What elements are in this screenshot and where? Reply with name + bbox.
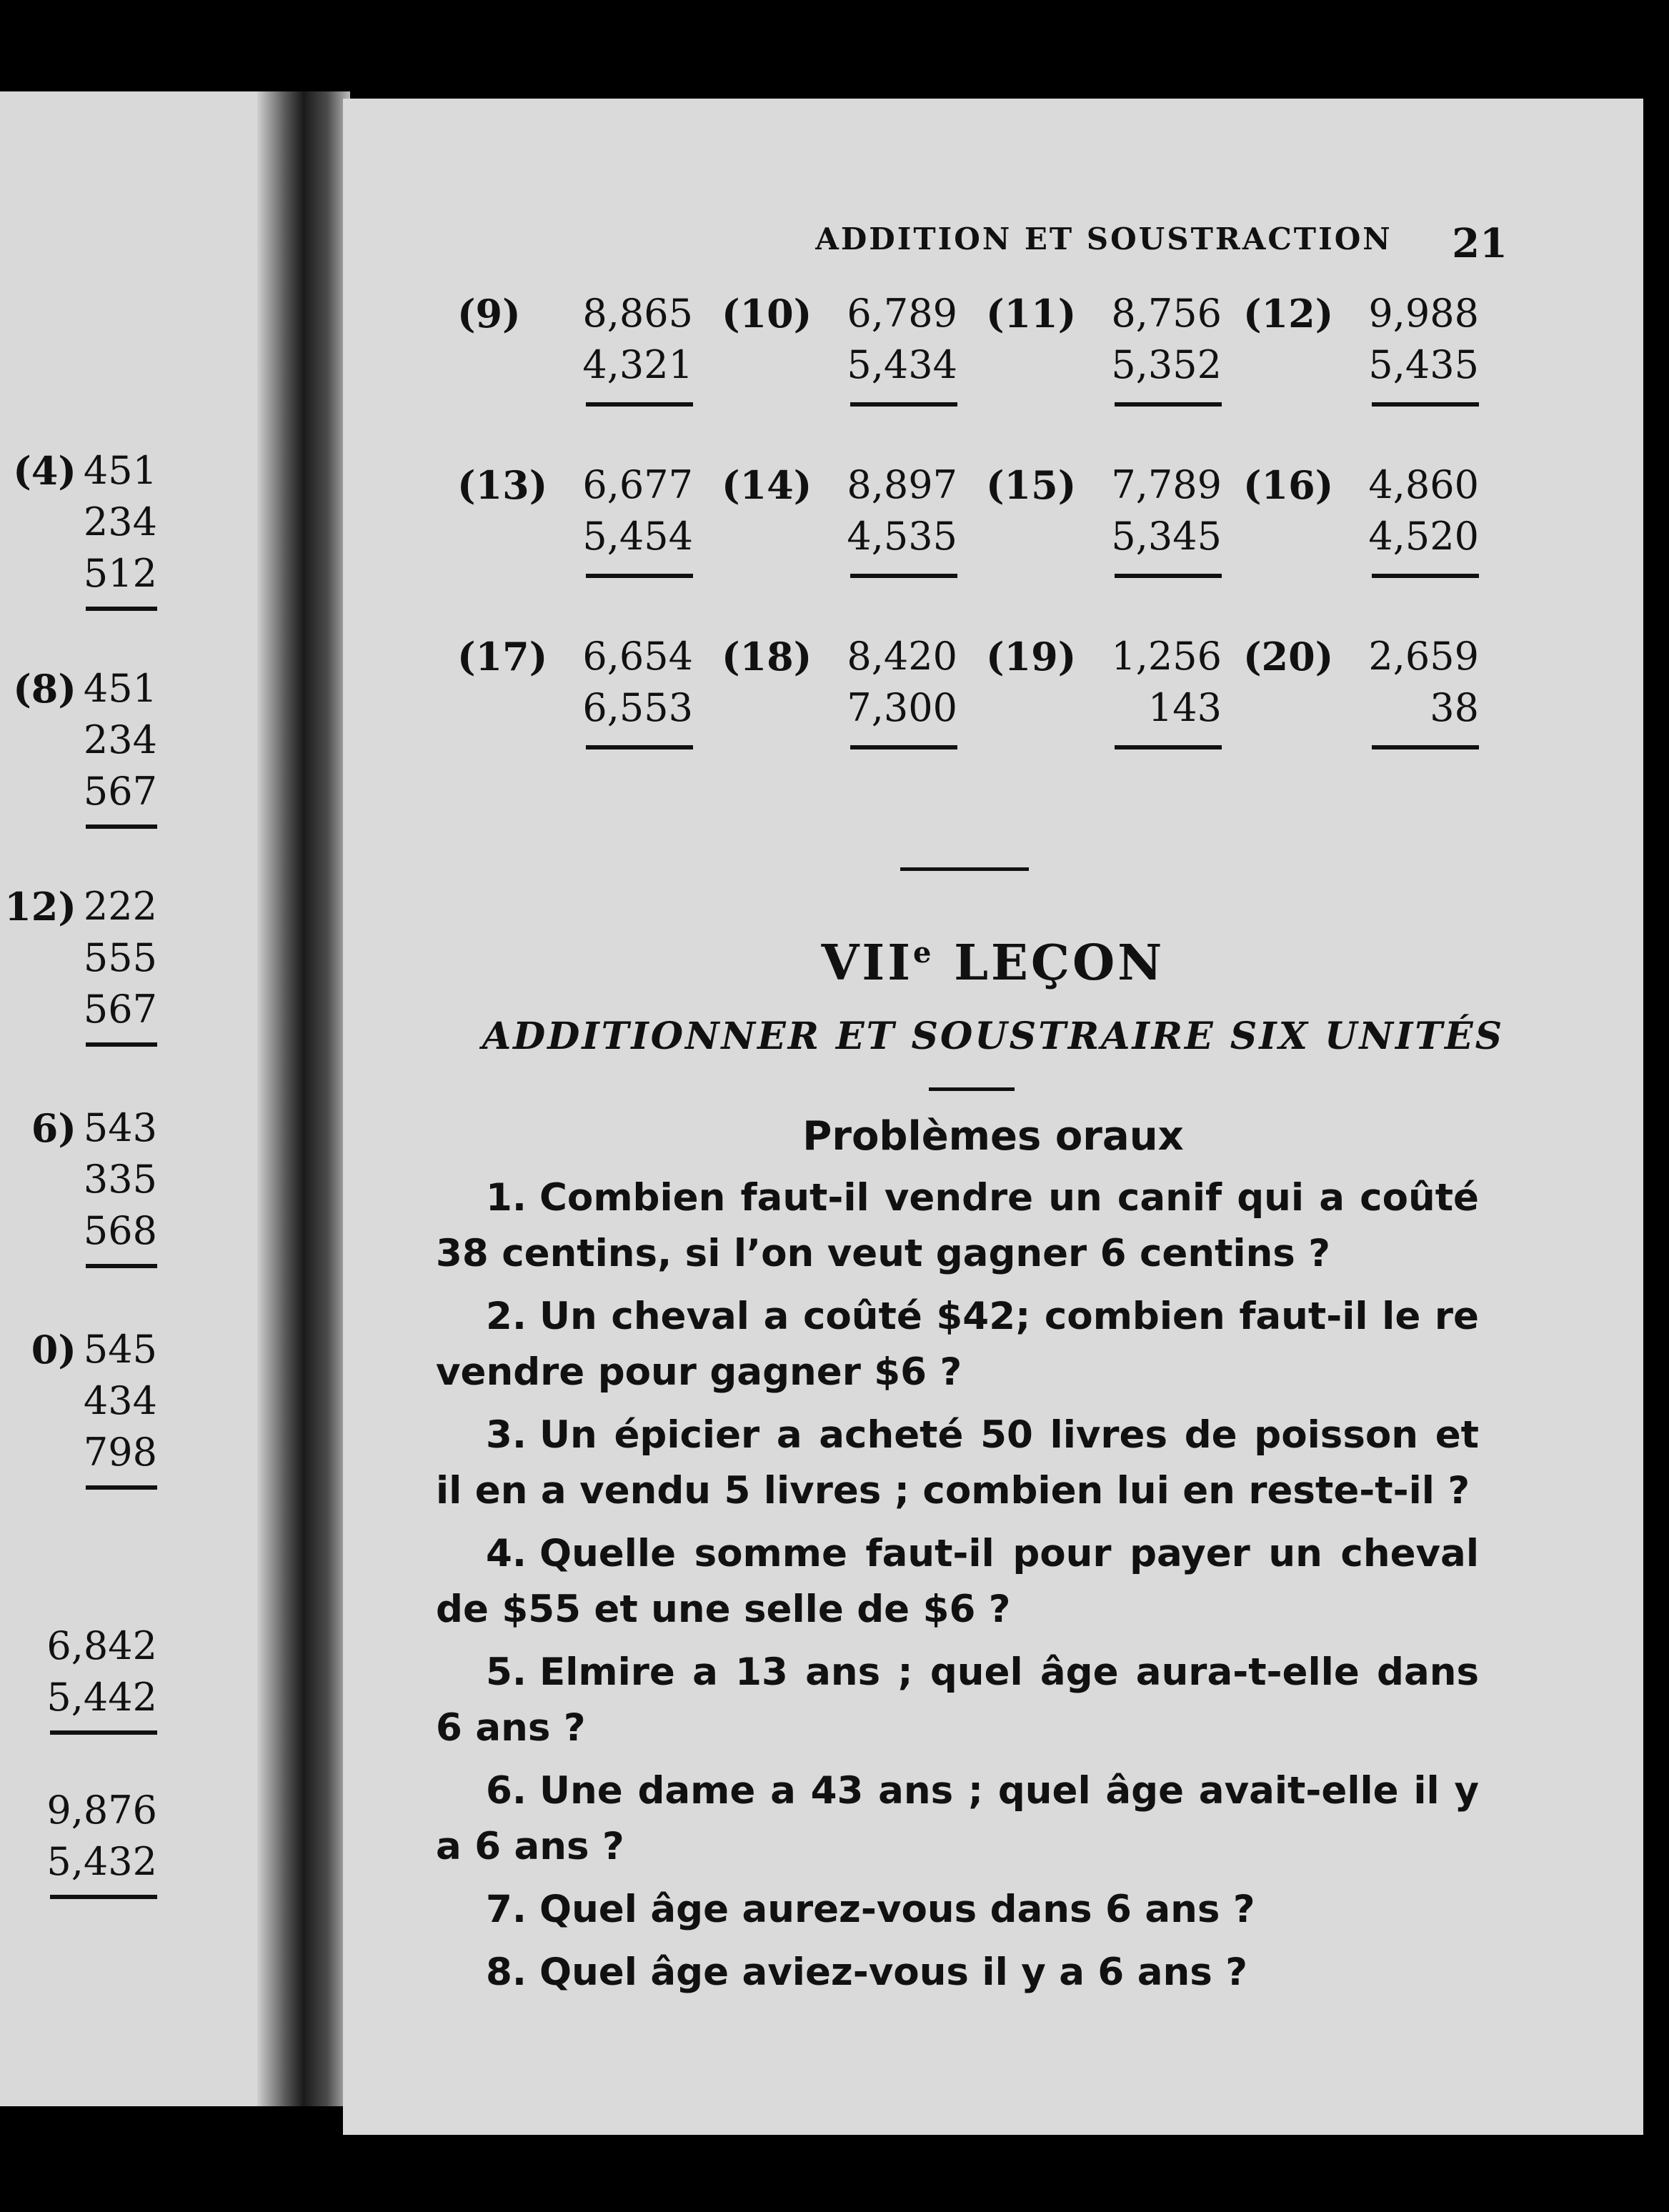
left-exercise-group	[46, 1785, 157, 1899]
number: 234	[83, 717, 157, 762]
number: 545	[83, 1327, 157, 1372]
exercise-label: (12)	[1243, 291, 1334, 337]
exercise	[986, 631, 1243, 774]
result-rule	[850, 574, 957, 578]
addend-top: 6,789	[847, 291, 957, 336]
number: 222	[83, 884, 157, 929]
problem-number: 7.	[486, 1888, 527, 1931]
problem-text: Un cheval a coûté $42; combien faut-il le re vendre pour gagner $6 ?	[436, 1295, 1479, 1394]
exercise	[1243, 459, 1500, 602]
addend-bottom: 7,300	[847, 685, 957, 730]
addend-top: 9,988	[1368, 291, 1479, 336]
exercise	[986, 459, 1243, 602]
number: 451	[83, 448, 157, 493]
problem-number: 5.	[486, 1650, 527, 1694]
number: 567	[83, 987, 157, 1032]
problem-number: 1.	[486, 1176, 527, 1220]
exercise	[1243, 631, 1500, 774]
problem-number: 2.	[486, 1295, 527, 1338]
exercise	[722, 288, 979, 431]
exercise-label: (16)	[1243, 462, 1334, 508]
problem	[436, 1408, 1479, 1519]
addend-bottom: 5,435	[1368, 342, 1479, 387]
left-exercise-group	[31, 1324, 157, 1490]
exercise-label: 6)	[31, 1105, 76, 1151]
addend-bottom: 143	[1147, 685, 1222, 730]
exercise-label: (17)	[457, 634, 548, 679]
lesson-number-suffix: e	[913, 936, 935, 970]
result-rule	[586, 402, 693, 407]
exercise-row	[457, 631, 1486, 802]
addend-bottom: 5,352	[1111, 342, 1222, 387]
addend-top: 1,256	[1111, 634, 1222, 679]
number: 5,432	[46, 1839, 157, 1884]
addend-bottom: 4,321	[582, 342, 693, 387]
lesson-number: VII	[821, 935, 914, 992]
sum-rule	[86, 1264, 157, 1268]
result-rule	[1372, 745, 1479, 749]
exercise-label: (19)	[986, 634, 1077, 679]
exercise-label: (9)	[457, 291, 521, 337]
exercise	[722, 631, 979, 774]
number: 9,876	[46, 1788, 157, 1833]
number: 335	[83, 1157, 157, 1202]
book-gutter	[257, 91, 350, 2106]
addend-top: 8,420	[847, 634, 957, 679]
number: 567	[83, 769, 157, 814]
exercise-label: (14)	[722, 462, 812, 508]
left-exercise-group	[4, 881, 157, 1047]
left-exercise-group	[13, 445, 157, 611]
problem	[436, 1526, 1479, 1638]
left-exercise-group	[31, 1102, 157, 1268]
addend-bottom: 5,454	[582, 514, 693, 559]
exercise-grid	[457, 288, 1486, 802]
sum-rule	[86, 607, 157, 611]
lesson-word: LEÇON	[954, 935, 1165, 992]
exercise-label: (10)	[722, 291, 812, 337]
exercise-label: (11)	[986, 291, 1077, 337]
exercise-label: (8)	[13, 666, 76, 712]
exercise	[1243, 288, 1500, 431]
addend-top: 2,659	[1368, 634, 1479, 679]
addend-bottom: 5,434	[847, 342, 957, 387]
sum-rule	[86, 1042, 157, 1047]
section-separator-rule	[900, 867, 1029, 871]
addend-bottom: 6,553	[582, 685, 693, 730]
addend-bottom: 5,345	[1111, 514, 1222, 559]
lesson-subtitle: ADDITIONNER ET SOUSTRAIRE SIX UNITÉS	[482, 1015, 1505, 1058]
problem	[436, 1882, 1479, 1938]
number: 555	[83, 935, 157, 980]
difference-rule	[50, 1730, 157, 1735]
result-rule	[1372, 574, 1479, 578]
addend-top: 7,789	[1111, 462, 1222, 507]
result-rule	[850, 745, 957, 749]
addend-bottom: 4,535	[847, 514, 957, 559]
exercise	[986, 288, 1243, 431]
addend-bottom: 4,520	[1368, 514, 1479, 559]
difference-rule	[50, 1895, 157, 1899]
exercise-label: (13)	[457, 462, 548, 508]
exercise-label: (4)	[13, 448, 76, 494]
exercise-label: 12)	[4, 884, 76, 930]
sum-rule	[86, 1485, 157, 1490]
left-exercise-group	[13, 663, 157, 829]
number: 434	[83, 1378, 157, 1423]
problem-number: 4.	[486, 1532, 527, 1575]
sum-rule	[86, 824, 157, 829]
result-rule	[1115, 745, 1222, 749]
addend-bottom: 38	[1430, 685, 1479, 730]
result-rule	[850, 402, 957, 407]
addend-top: 4,860	[1368, 462, 1479, 507]
result-rule	[586, 574, 693, 578]
addend-top: 8,897	[847, 462, 957, 507]
number: 512	[83, 551, 157, 596]
problem-number: 6.	[486, 1769, 527, 1813]
exercise	[457, 631, 714, 774]
number: 234	[83, 499, 157, 544]
problem-text: Une dame a 43 ans ; quel âge avait-elle il y a 6 ans ?	[436, 1769, 1479, 1868]
problem	[436, 1645, 1479, 1756]
number: 451	[83, 666, 157, 711]
book-page	[343, 99, 1643, 2135]
exercise-label: 0)	[31, 1327, 76, 1372]
result-rule	[1372, 402, 1479, 407]
problem	[436, 1170, 1479, 1282]
number: 798	[83, 1430, 157, 1475]
number: 5,442	[46, 1675, 157, 1720]
addend-top: 8,756	[1111, 291, 1222, 336]
heading-separator-rule	[929, 1087, 1015, 1091]
exercise-label: (20)	[1243, 634, 1334, 679]
section-heading: Problèmes oraux	[802, 1113, 1184, 1160]
problem-list	[436, 1170, 1479, 2008]
problem-text: Quel âge aurez-vous dans 6 ans ?	[539, 1888, 1255, 1931]
exercise-label: (18)	[722, 634, 812, 679]
running-head: ADDITION ET SOUSTRACTION	[815, 221, 1393, 256]
lesson-title	[343, 935, 1643, 992]
problem-text: Combien faut-il vendre un canif qui a coûté 38 centins, si l’on veut gagner 6 centins ?	[436, 1176, 1479, 1275]
problem-number: 3.	[486, 1413, 527, 1457]
problem	[436, 1945, 1479, 2001]
number: 6,842	[46, 1623, 157, 1668]
exercise	[457, 288, 714, 431]
addend-top: 8,865	[582, 291, 693, 336]
problem-text: Quelle somme faut-il pour payer un cheval de $55 et une selle de $6 ?	[436, 1532, 1479, 1631]
result-rule	[1115, 574, 1222, 578]
result-rule	[586, 745, 693, 749]
left-exercise-group	[46, 1620, 157, 1735]
exercise-row	[457, 459, 1486, 631]
number: 543	[83, 1105, 157, 1150]
problem	[436, 1289, 1479, 1400]
addend-top: 6,677	[582, 462, 693, 507]
exercise	[457, 459, 714, 602]
problem-text: Quel âge aviez-vous il y a 6 ans ?	[539, 1951, 1247, 1994]
exercise-row	[457, 288, 1486, 459]
addend-top: 6,654	[582, 634, 693, 679]
number: 568	[83, 1208, 157, 1253]
page-number: 21	[1452, 220, 1508, 267]
exercise	[722, 459, 979, 602]
problem-text: Un épicier a acheté 50 livres de poisson et il en a vendu 5 livres ; combien lui en reste-t-il ?	[436, 1413, 1479, 1513]
problem-number: 8.	[486, 1951, 527, 1994]
problem	[436, 1763, 1479, 1875]
result-rule	[1115, 402, 1222, 407]
problem-text: Elmire a 13 ans ; quel âge aura-t-elle dans 6 ans ?	[436, 1650, 1479, 1750]
exercise-label: (15)	[986, 462, 1077, 508]
